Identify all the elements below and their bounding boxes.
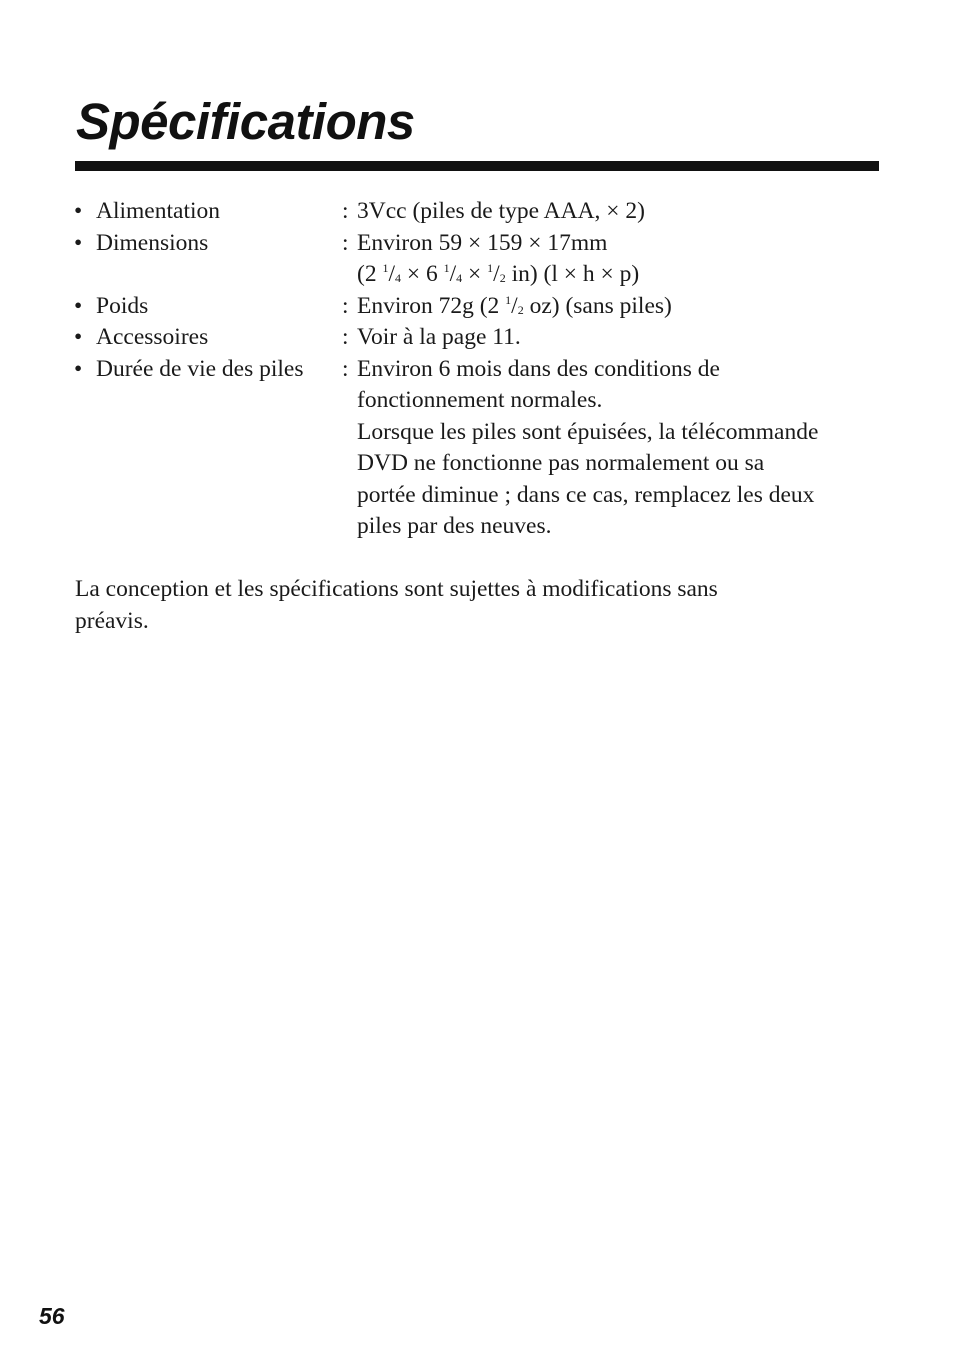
spec-value bbox=[342, 322, 884, 354]
fraction: $^1/_2$ bbox=[505, 292, 524, 319]
spec-value-text: 3Vcc (piles de type AAA, × 2) bbox=[357, 198, 646, 224]
specifications-list bbox=[74, 196, 884, 543]
spec-value-text: Environ 6 mois dans des conditions de bbox=[357, 355, 720, 382]
spec-label: Accessoires bbox=[96, 324, 209, 350]
colon: : bbox=[342, 292, 349, 319]
title-rule bbox=[75, 161, 879, 171]
spec-label: Poids bbox=[96, 292, 149, 319]
spec-item-dimensions bbox=[74, 228, 884, 291]
notice-line: La conception et les spécifications sont sujettes à modifications sans bbox=[75, 576, 718, 602]
colon: : bbox=[342, 229, 349, 256]
fraction: $^1/_4$ bbox=[382, 261, 401, 287]
spec-value bbox=[342, 354, 884, 543]
spec-label: Durée de vie des piles bbox=[96, 355, 304, 382]
spec-value: : Environ 72g (2 $^1/_2$ oz) (sans piles) bbox=[342, 291, 884, 323]
bullet: • bbox=[74, 355, 83, 382]
spec-value-line: portée diminue ; dans ce cas, remplacez les deux bbox=[357, 481, 815, 508]
notice-line: préavis. bbox=[75, 607, 149, 634]
bullet: • bbox=[74, 229, 83, 256]
spec-value bbox=[342, 196, 884, 228]
spec-item-alimentation bbox=[74, 196, 884, 228]
colon: : bbox=[342, 355, 349, 382]
spec-value-line: piles par des neuves. bbox=[357, 513, 552, 539]
notice-paragraph bbox=[75, 574, 835, 637]
page-title: Spécifications bbox=[76, 93, 415, 150]
spec-item-poids bbox=[74, 291, 884, 323]
spec-value-text: Environ 59 × 159 × 17mm bbox=[357, 229, 608, 256]
fraction: $^1/_2$ bbox=[487, 261, 506, 287]
spec-value-line: DVD ne fonctionne pas normalement ou sa bbox=[357, 450, 765, 476]
bullet: • bbox=[74, 198, 83, 224]
spec-value-line: fonctionnement normales. bbox=[357, 387, 603, 413]
spec-item-accessoires bbox=[74, 322, 884, 354]
spec-value-line: Lorsque les piles sont épuisées, la télécommande bbox=[357, 418, 819, 445]
bullet: • bbox=[74, 292, 83, 319]
spec-label: Alimentation bbox=[96, 198, 221, 224]
bullet: • bbox=[74, 324, 83, 350]
fraction: $^1/_4$ bbox=[443, 261, 463, 287]
colon: : bbox=[342, 324, 349, 350]
spec-value-text: Voir à la page 11. bbox=[357, 324, 521, 350]
spec-value bbox=[342, 228, 884, 291]
spec-label: Dimensions bbox=[96, 229, 209, 256]
spec-item-duree-piles bbox=[74, 354, 884, 543]
spec-value-line2: (2 $^1/_4 \times 6$ $^1/_4 \times ^1/_2$ in) (l × h × p) bbox=[357, 261, 640, 287]
page-number: 56 bbox=[39, 1303, 65, 1329]
colon: : bbox=[342, 198, 349, 224]
